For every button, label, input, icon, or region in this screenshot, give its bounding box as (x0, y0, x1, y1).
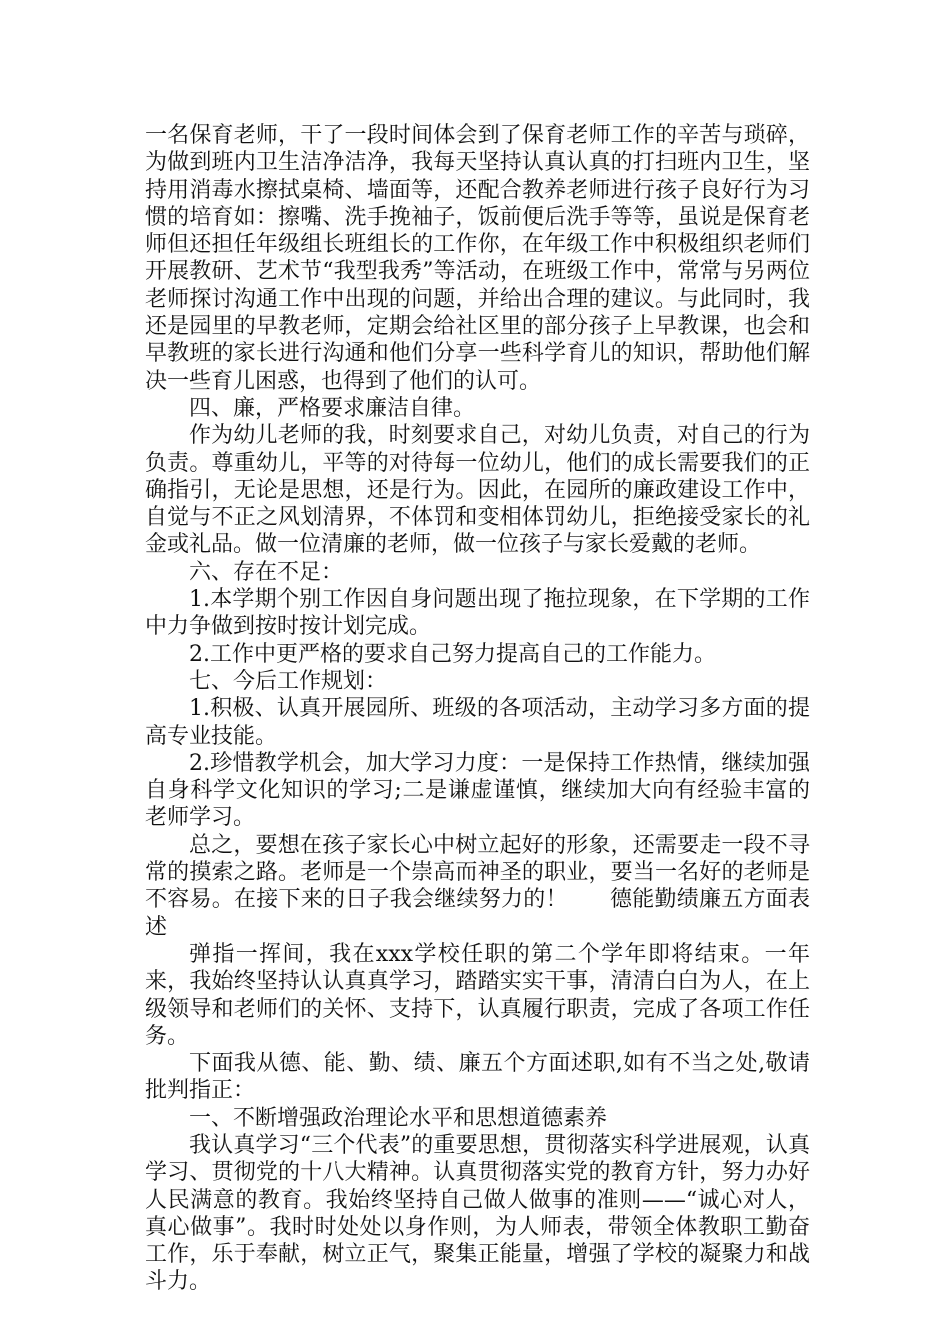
paragraph: 作为幼儿老师的我，时刻要求自己，对幼儿负责，对自己的行为负责。尊重幼儿，平等的对待每一位幼儿，他们的成长需要我们的正确指引，无论是思想，还是行为。因此，在园所的廉政建设工作中，自觉与不正之风划清界，不体罚和变相体罚幼儿，拒绝接受家长的礼金或礼品。做一位清廉的老师，做一位孩子与家长爱戴的老师。 (145, 423, 810, 558)
paragraph: 我认真学习“三个代表”的重要思想，贯彻落实科学进展观，认真学习、贯彻党的十八大精神。认真贯彻落实党的教育方针，努力办好人民满意的教育。我始终坚持自己做人做事的准则——“诚心对人，真心做事”。我时时处处以身作则，为人师表，带领全体教职工勤奋工作，乐于奉献，树立正气，聚集正能量，增强了学校的凝聚力和战斗力。 (145, 1132, 810, 1295)
summary-text: 总之，要想在孩子家长心中树立起好的形象，还需要走一段不寻常的摸索之路。老师是一个崇高而神圣的职业，要当一名好的老师是不容易。在接下来的日子我会继续努力的！ (145, 832, 810, 913)
section-heading: 六、存在不足： (189, 559, 344, 585)
summary-paragraph (145, 832, 810, 941)
document-title-inline: 德能勤绩廉五方面表述 (145, 887, 810, 940)
list-item: 1.本学期个别工作因自身问题出现了拖拉现象，在下学期的工作中力争做到按时按计划完成。 (145, 587, 810, 640)
list-item: 2.工作中更严格的要求自己努力提高自己的工作能力。 (189, 641, 716, 667)
paragraph: 一名保育老师，干了一段时间体会到了保育老师工作的辛苦与琐碎，为做到班内卫生洁净洁净，我每天坚持认真认真的打扫班内卫生，坚持用消毒水擦拭桌椅、墙面等，还配合教养老师进行孩子良好行为习惯的培育如：擦嘴、洗手挽袖子，饭前便后洗手等等，虽说是保育老师但还担任年级组长班组长的工作你，在年级工作中积极组织老师们开展教研、艺术节“我型我秀”等活动，在班级工作中，常常与另两位老师探讨沟通工作中出现的问题，并给出合理的建议。与此同时，我还是园里的早教老师，定期会给社区里的部分孩子上早教课，也会和早教班的家长进行沟通和他们分享一些科学育儿的知识，帮助他们解决一些育儿困惑，也得到了他们的认可。 (145, 123, 810, 394)
paragraph: 下面我从德、能、勤、绩、廉五个方面述职,如有不当之处,敬请批判指正： (145, 1051, 810, 1104)
section-heading: 七、今后工作规划： (189, 668, 388, 694)
list-item: 2.珍惜教学机会，加大学习力度：一是保持工作热情，继续加强自身科学文化知识的学习;二是谦虚谨慎，继续加大向有经验丰富的老师学习。 (145, 750, 810, 831)
paragraph: 弹指一挥间，我在xxx学校任职的第二个学年即将结束。一年来，我始终坚持认认真真学习，踏踏实实干事，清清白白为人，在上级领导和老师们的关怀、支持下，认真履行职责，完成了各项工作任务。 (145, 941, 810, 1049)
section-heading: 一、不断增强政治理论水平和思想道德素养 (189, 1105, 608, 1131)
section-heading: 四、廉，严格要求廉洁自律。 (189, 395, 476, 421)
document-body (145, 122, 810, 1296)
list-item: 1.积极、认真开展园所、班级的各项活动，主动学习多方面的提高专业技能。 (145, 696, 810, 749)
